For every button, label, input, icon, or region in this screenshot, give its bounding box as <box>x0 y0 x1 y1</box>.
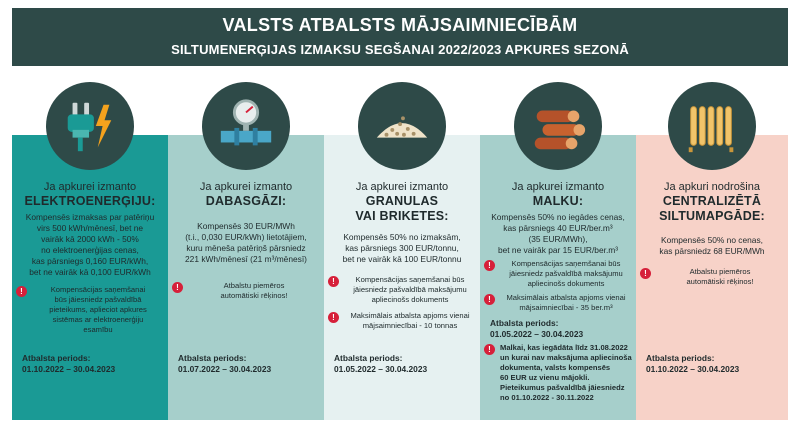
support-period <box>490 318 583 340</box>
column-body: Kompensēs 30 EUR/MWh (t.i., 0,030 EUR/kWh) lietotājiem, kuru mēneša patēriņš pārsniedz 221 kWh/mēnesī (21 m³/mēnesī) <box>185 221 307 264</box>
column-natural-gas <box>168 135 324 420</box>
column-intro: Ja apkurei izmanto <box>43 181 137 193</box>
warning-note: ! Kompensācijas saņemšanai būs jāiesniedz pašvaldībā maksājumu apliecinošs dokuments <box>328 275 476 305</box>
firewood-logs-icon <box>514 82 602 170</box>
page-title: VALSTS ATBALSTS MĀJSAIMNIECĪBĀM <box>222 15 578 35</box>
period-label: Atbalsta periods: <box>646 353 715 363</box>
warning-note: ! Kompensācijas saņemšanai būs jāiesniedz pašvaldībā pieteikums, aplieciot apkures sistēmas ar elektroenerģiju esamību <box>16 285 164 335</box>
firewood-extra-note: ! Malkai, kas iegādāta līdz 31.08.2022 un kurai nav maksājuma apliecinoša dokumenta, valsts kompensēs 60 EUR uz vienu mājokli. Pieteikumus pašvaldībā jāiesniedz no 01.10.2022 - 30.11.2022 <box>484 343 632 403</box>
period-label: Atbalsta periods: <box>178 353 247 363</box>
period-value: 01.10.2022 – 30.04.2023 <box>646 364 740 374</box>
support-period <box>334 353 427 375</box>
warning-note: ! Kompensācijas saņemšanai būs jāiesniedz pašvaldībā maksājumu apliecinošs dokuments <box>484 259 632 289</box>
period-value: 01.05.2022 – 30.04.2023 <box>334 364 428 374</box>
warning-icon: ! <box>640 268 651 279</box>
electric-plug-icon <box>46 82 134 170</box>
column-district-heating <box>636 135 788 420</box>
support-period <box>646 353 739 375</box>
gas-pipe-gauge-icon <box>202 82 290 170</box>
column-electricity <box>12 135 168 420</box>
page-subtitle: SILTUMENERĢIJAS IZMAKSU SEGŠANAI 2022/2023 APKURES SEZONĀ <box>171 42 629 57</box>
radiator-icon <box>668 82 756 170</box>
warning-icon: ! <box>328 312 339 323</box>
warning-note: ! Maksimālais atbalsta apjoms vienai mājsaimniecībai - 10 tonnas <box>328 311 476 331</box>
column-intro: Ja apkurei izmanto <box>199 181 293 193</box>
column-title: CENTRALIZĒTĀ SILTUMAPGĀDE: <box>659 194 765 223</box>
warning-note: ! Atbalstu piemēros automātiski rēķinos! <box>640 267 784 287</box>
warning-note: ! Maksimālais atbalsta apjoms vienai mājsaimniecībai - 35 ber.m³ <box>484 293 632 313</box>
column-intro: Ja apkuri nodrošina <box>663 181 760 193</box>
column-intro: Ja apkurei izmanto <box>511 181 605 193</box>
column-title: GRANULAS VAI BRIKETES: <box>355 194 449 223</box>
wood-pellets-icon <box>358 82 446 170</box>
warning-icon: ! <box>484 260 495 271</box>
column-body: Kompensēs 50% no izmaksām, kas pārsniegs 300 EUR/tonnu, bet ne vairāk kā 100 EUR/tonnu <box>342 232 462 264</box>
period-label: Atbalsta periods: <box>22 353 91 363</box>
period-value: 01.10.2022 – 30.04.2023 <box>22 364 116 374</box>
warning-icon: ! <box>328 276 339 287</box>
period-value: 01.05.2022 – 30.04.2023 <box>490 329 584 339</box>
support-period <box>22 353 115 375</box>
warning-icon: ! <box>484 344 495 355</box>
column-intro: Ja apkurei izmanto <box>355 181 449 193</box>
column-body: Kompensēs 50% no cenas, kas pārsniedz 68 EUR/MWh <box>659 235 765 256</box>
warning-note: ! Atbalstu piemēros automātiski rēķinos! <box>172 281 320 301</box>
column-body: Kompensēs 50% no iegādes cenas, kas pārsniegs 40 EUR/ber.m³ (35 EUR/MWh), bet ne vairāk par 15 EUR/ber.m³ <box>491 212 625 255</box>
warning-icon: ! <box>484 294 495 305</box>
column-firewood <box>480 135 636 420</box>
column-title: ELEKTROENERĢIJU: <box>24 194 156 208</box>
column-body: Kompensēs izmaksas par patēriņu virs 500 kWh/mēnesī, bet ne vairāk kā 2000 kWh - 50% no elektroenerģijas cenas, kas pārsniegs 0,160 EUR/kWh, bet ne vairāk kā 0,100 EUR/kWh <box>25 212 155 277</box>
period-label: Atbalsta periods: <box>334 353 403 363</box>
column-title: MALKU: <box>532 194 584 208</box>
period-value: 01.07.2022 – 30.04.2023 <box>178 364 272 374</box>
column-title: DABASGĀZI: <box>205 194 287 208</box>
warning-icon: ! <box>172 282 183 293</box>
period-label: Atbalsta periods: <box>490 318 559 328</box>
header-banner <box>12 8 788 66</box>
warning-icon: ! <box>16 286 27 297</box>
support-period <box>178 353 271 375</box>
column-pellets <box>324 135 480 420</box>
